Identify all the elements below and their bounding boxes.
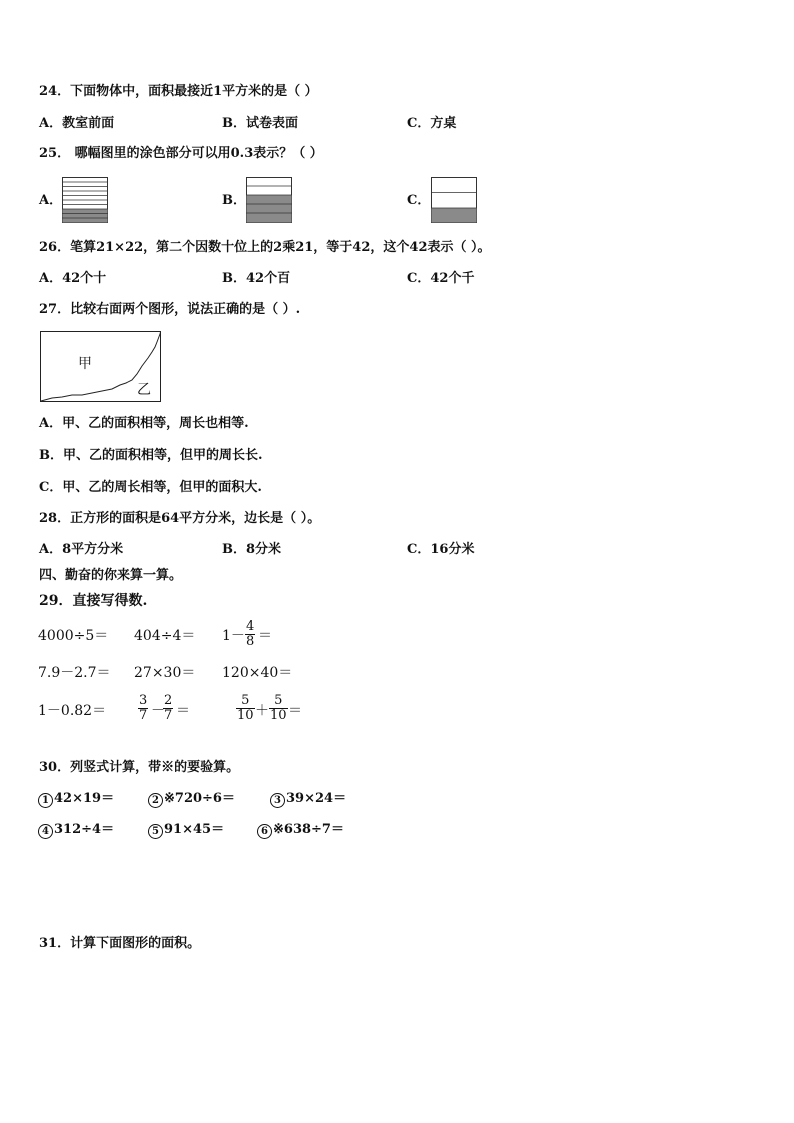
numerator: 2 (164, 693, 173, 708)
item-number: 2 (148, 793, 163, 808)
q30-item-6 (257, 822, 344, 839)
q25-figure-b (246, 177, 292, 223)
denominator: 7 (139, 708, 148, 723)
q27-stem: 27．比较右面两个图形，说法正确的是（ ）. (39, 302, 301, 317)
q30-item-1 (38, 791, 114, 808)
q25-figure-c (431, 177, 477, 223)
denominator: 10 (270, 708, 287, 723)
q29-stem: 29．直接写得数. (39, 593, 148, 609)
q29-r1-c3-equals: ＝ (258, 628, 272, 644)
q27-option-c: C．甲、乙的周长相等，但甲的面积大. (39, 480, 262, 495)
q29-r3-fraction-3 (236, 694, 255, 723)
numerator: 3 (139, 693, 148, 708)
item-number: 6 (257, 824, 272, 839)
section-4-heading: 四、勤奋的你来算一算。 (39, 568, 183, 583)
item-expression: 42×19＝ (54, 791, 115, 806)
q29-r3-fraction-4 (269, 694, 288, 723)
q28-option-b: B．8分米 (222, 542, 282, 557)
q29-r3-fraction-2 (163, 694, 173, 723)
item-expression: ※720÷6＝ (164, 791, 235, 806)
q27-option-a: A．甲、乙的面积相等，周长也相等. (39, 416, 249, 431)
q27-label-jia: 甲 (78, 356, 92, 372)
q28-stem: 28．正方形的面积是64平方分米，边长是（ ）。 (39, 511, 321, 526)
q29-r3-fraction-1 (138, 694, 148, 723)
q25-stem: 25． 哪幅图里的涂色部分可以用0.3表示？（ ） (39, 146, 323, 161)
q29-r1-c2: 404÷4＝ (134, 628, 196, 644)
q25-figure-a (62, 177, 108, 223)
q29-r2-c3: 120×40＝ (222, 665, 293, 681)
item-number: 1 (38, 793, 53, 808)
q25-option-a: A． (39, 193, 63, 208)
q24-stem: 24．下面物体中，面积最接近1平方米的是（ ） (39, 84, 318, 99)
q26-stem: 26．笔算21×22，第二个因数十位上的2乘21，等于42，这个42表示（ ）。 (39, 240, 491, 255)
denominator: 8 (246, 634, 255, 649)
q31-stem: 31．计算下面图形的面积。 (39, 936, 201, 951)
q25-option-b: B． (222, 193, 246, 208)
item-expression: 91×45＝ (164, 822, 225, 837)
item-number: 3 (270, 793, 285, 808)
item-number: 4 (38, 824, 53, 839)
q29-r3-equals-1: ＝ (176, 703, 190, 719)
q29-r1-c3-prefix: 1－ (222, 628, 245, 644)
q29-r2-c1: 7.9－2.7＝ (38, 665, 111, 681)
denominator: 10 (237, 708, 254, 723)
item-expression: 39×24＝ (286, 791, 347, 806)
item-expression: 312÷4＝ (54, 822, 115, 837)
q29-r1-fraction (245, 620, 255, 649)
q26-option-b: B．42个百 (222, 271, 291, 286)
numerator: 5 (274, 693, 283, 708)
q29-r3-c1: 1－0.82＝ (38, 703, 107, 719)
q27-option-b: B．甲、乙的面积相等，但甲的周长长. (39, 448, 263, 463)
q28-option-a: A．8平方分米 (39, 542, 124, 557)
q30-item-4 (38, 822, 114, 839)
q30-item-5 (148, 822, 224, 839)
numerator: 4 (246, 619, 255, 634)
q26-option-c: C．42个千 (407, 271, 475, 286)
q25-option-c: C． (407, 193, 431, 208)
q28-option-c: C．16分米 (407, 542, 475, 557)
q29-r2-c2: 27×30＝ (134, 665, 196, 681)
numerator: 5 (241, 693, 250, 708)
q29-r3-minus: － (151, 703, 165, 719)
q26-option-a: A．42个十 (39, 271, 107, 286)
q30-item-3 (270, 791, 346, 808)
q29-r1-c1: 4000÷5＝ (38, 628, 109, 644)
q24-option-c: C．方桌 (407, 116, 457, 131)
item-number: 5 (148, 824, 163, 839)
q24-option-b: B．试卷表面 (222, 116, 298, 131)
q29-r3-equals-2: ＝ (288, 703, 302, 719)
q30-stem: 30．列竖式计算，带※的要验算。 (39, 760, 240, 775)
q30-item-2 (148, 791, 235, 808)
q24-option-a: A．教室前面 (39, 116, 115, 131)
q27-label-yi: 乙 (137, 382, 151, 398)
denominator: 7 (164, 708, 173, 723)
item-expression: ※638÷7＝ (273, 822, 344, 837)
q29-r3-plus: ＋ (255, 703, 269, 719)
